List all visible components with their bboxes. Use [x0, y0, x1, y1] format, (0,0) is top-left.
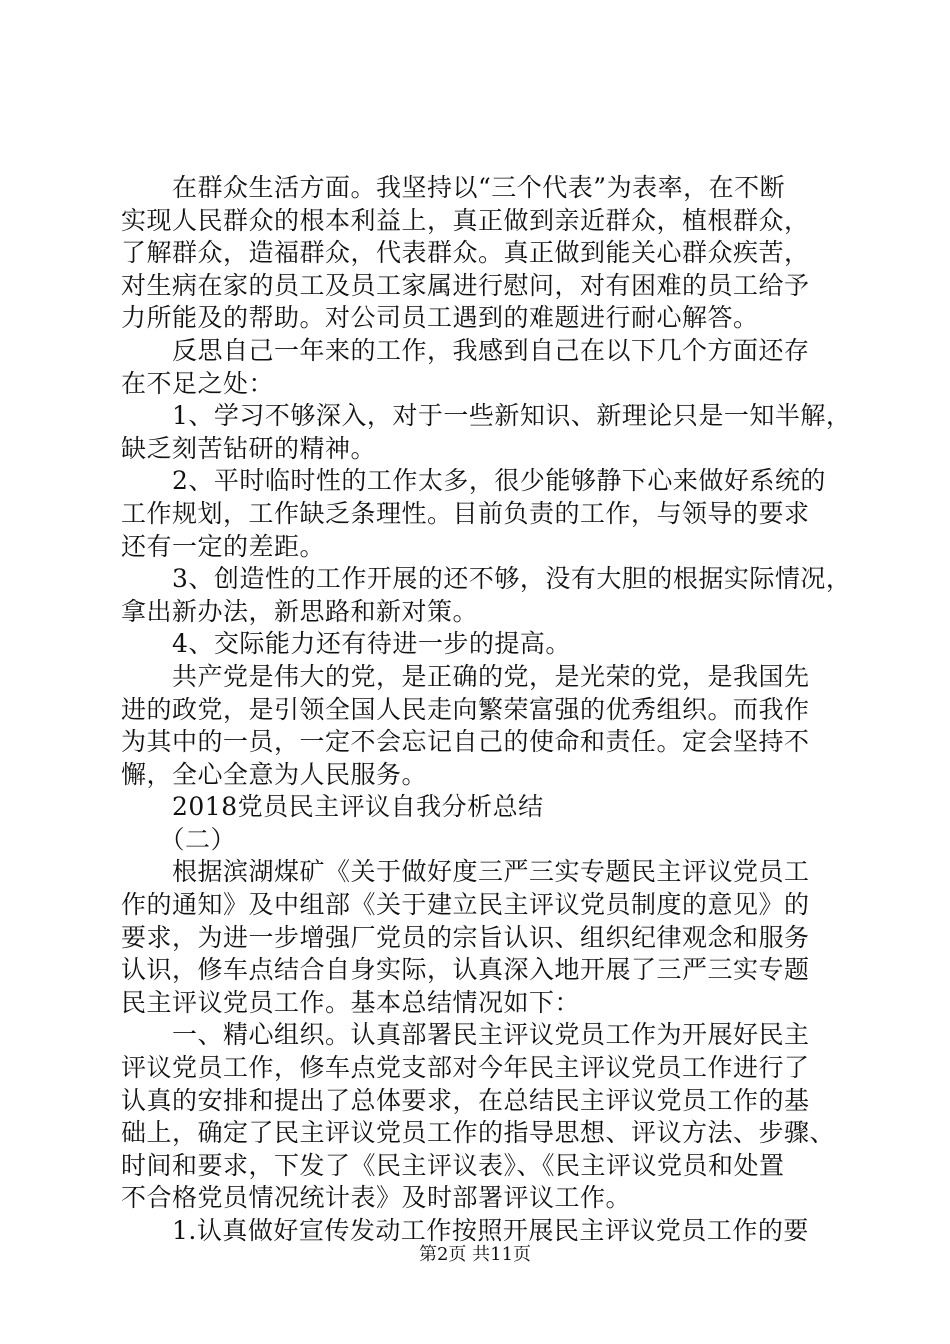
text-line-8: 1、学习不够深入，对于一些新知识、新理论只是一知半解， [121, 401, 852, 431]
text-line-5: 力所能及的帮助。对公司员工遇到的难题进行耐心解答。 [121, 303, 759, 333]
text-line-28: 评议党员工作，修车点党支部对今年民主评议党员工作进行了 [121, 1053, 810, 1083]
text-line-7: 在不足之处： [121, 368, 275, 398]
text-line-16: 共产党是伟大的党，是正确的党，是光荣的党，是我国先 [121, 661, 810, 691]
text-line-15: 4、交际能力还有待进一步的提高。 [121, 629, 571, 659]
text-line-31: 时间和要求，下发了《民主评议表》、《民主评议党员和处置 [121, 1150, 785, 1180]
text-line-13: 3、创造性的工作开展的还不够，没有大胆的根据实际情况， [121, 564, 852, 594]
text-line-18: 为其中的一员，一定不会忘记自己的使命和责任。定会坚持不 [121, 727, 810, 757]
text-line-14: 拿出新办法，新思路和新对策。 [121, 596, 479, 626]
text-line-29: 认真的安排和提出了总体要求，在总结民主评议党员工作的基 [121, 1085, 810, 1115]
text-line-10: 2、平时临时性的工作太多，很少能够静下心来做好系统的 [121, 466, 826, 496]
text-line-4: 对生病在家的员工及员工家属进行慰问，对有困难的员工给予 [121, 270, 810, 300]
text-line-22: 根据滨湖煤矿《关于做好度三严三实专题民主评议党员工 [121, 857, 810, 887]
text-line-6: 反思自己一年来的工作，我感到自己在以下几个方面还存 [121, 335, 810, 365]
text-line-25: 认识，修车点结合自身实际，认真深入地开展了三严三实专题 [121, 955, 810, 985]
text-line-23: 作的通知》及中组部《关于建立民主评议党员制度的意见》的 [121, 890, 810, 920]
section-number: （二） [121, 824, 237, 854]
text-line-30: 础上，确定了民主评议党员工作的指导思想、评议方法、步骤、 [121, 1118, 836, 1148]
text-line-33: 1.认真做好宣传发动工作按照开展民主评议党员工作的要 [121, 1216, 809, 1245]
section-heading: 2018党员民主评议自我分析总结 [121, 792, 544, 822]
text-line-12: 还有一定的差距。 [121, 531, 326, 561]
text-line-32: 不合格党员情况统计表》及时部署评议工作。 [121, 1183, 632, 1213]
page-number: 第2页 共11页 [418, 1244, 532, 1265]
page-footer [0, 1243, 950, 1267]
text-line-9: 缺乏刻苦钻研的精神。 [121, 433, 377, 463]
text-line-19: 懈，全心全意为人民服务。 [121, 759, 428, 789]
text-line-24: 要求，为进一步增强厂党员的宗旨认识、组织纪律观念和服务 [121, 922, 810, 952]
text-line-3: 了解群众，造福群众，代表群众。真正做到能关心群众疾苦， [121, 238, 810, 268]
text-line-11: 工作规划，工作缺乏条理性。目前负责的工作，与领导的要求 [121, 498, 810, 528]
text-line-27: 一、精心组织。认真部署民主评议党员工作为开展好民主 [121, 1020, 810, 1050]
document-body [121, 172, 852, 1248]
text-line-1: 在群众生活方面。我坚持以“三个代表”为表率，在不断 [121, 173, 786, 202]
text-line-2: 实现人民群众的根本利益上，真正做到亲近群众，植根群众， [121, 205, 810, 235]
text-line-17: 进的政党，是引领全国人民走向繁荣富强的优秀组织。而我作 [121, 694, 810, 724]
text-line-26: 民主评议党员工作。基本总结情况如下： [121, 987, 581, 1017]
